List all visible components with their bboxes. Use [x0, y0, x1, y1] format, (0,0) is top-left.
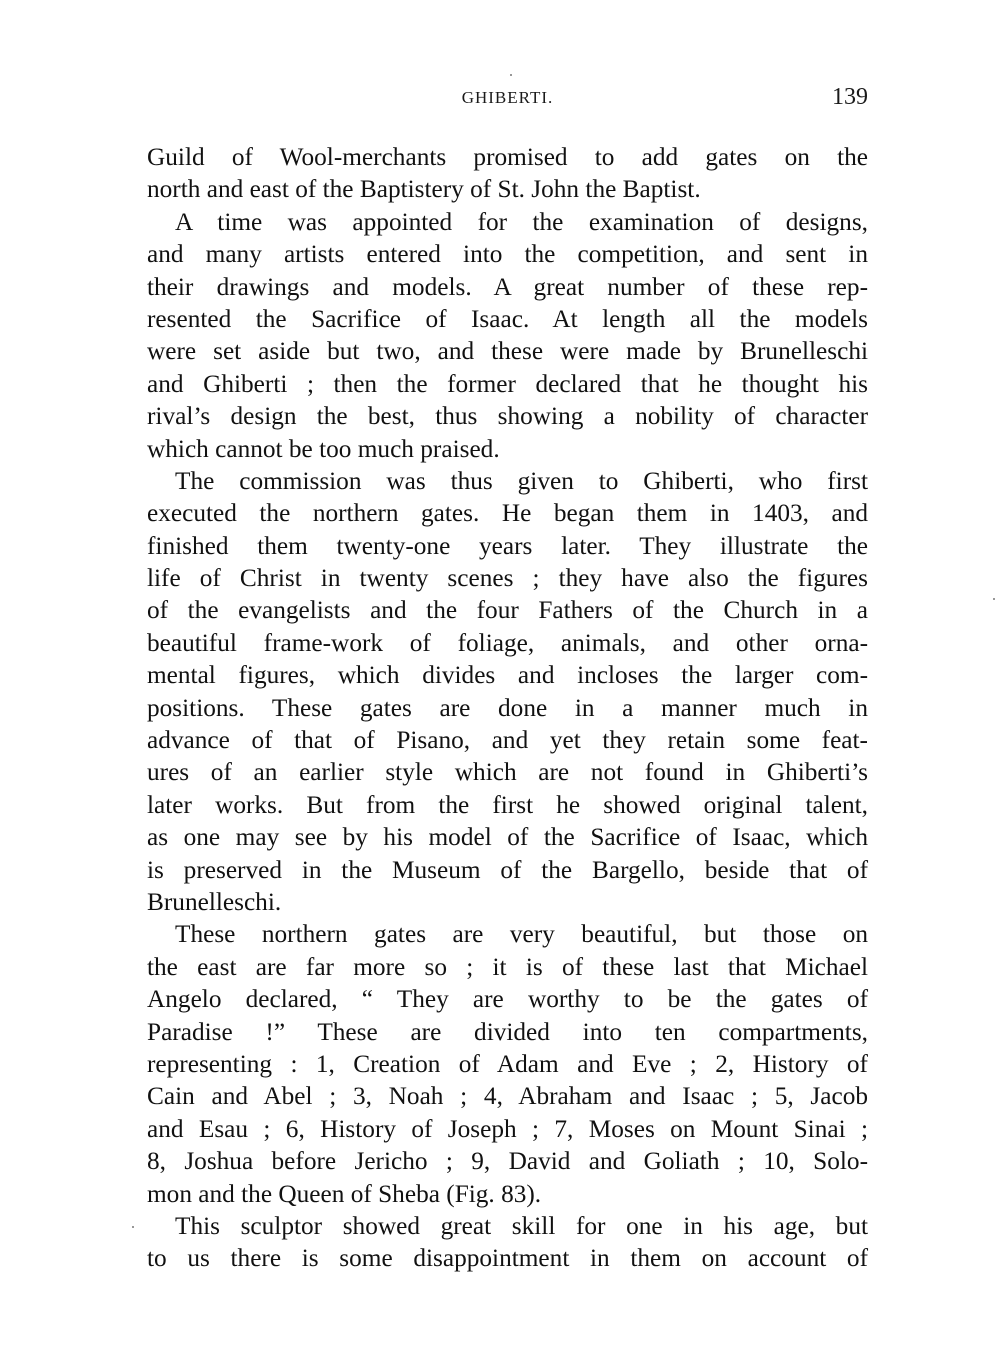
- text-line: This sculptor showed great skill for one in his age, but: [175, 1211, 868, 1240]
- text-line: Cain and Abel ; 3, Noah ; 4, Abraham and Isaac ; 5, Jacob: [147, 1082, 868, 1111]
- paragraph-4: [147, 918, 868, 1210]
- text-line: and Esau ; 6, History of Joseph ; 7, Moses on Mount Sinai ;: [147, 1114, 868, 1143]
- page-header: [147, 84, 868, 114]
- paragraph-3: [147, 465, 868, 918]
- text-line: These northern gates are very beautiful, but those on: [175, 920, 868, 949]
- text-line: mon and the Queen of Sheba (Fig. 83).: [147, 1179, 542, 1208]
- paragraph-2: [147, 206, 868, 465]
- text-line: A time was appointed for the examination of designs,: [175, 207, 868, 236]
- scan-speck: [510, 74, 512, 76]
- text-line: Guild of Wool-merchants promised to add gates on the: [147, 143, 868, 171]
- text-line: to us there is some disappointment in them on account of: [147, 1244, 868, 1273]
- text-line: and Ghiberti ; then the former declared that he thought his: [147, 369, 868, 398]
- text-line: resented the Sacrifice of Isaac. At length all the models: [147, 304, 868, 333]
- text-line: beautiful frame-work of foliage, animals, and other orna-: [147, 628, 868, 657]
- text-line: representing : 1, Creation of Adam and Eve ; 2, History of: [147, 1049, 868, 1078]
- text-line: ures of an earlier style which are not found in Ghiberti’s: [147, 758, 868, 787]
- text-line: The commission was thus given to Ghiberti, who first: [175, 466, 868, 495]
- scan-speck: [993, 598, 995, 600]
- text-line: life of Christ in twenty scenes ; they have also the figures: [147, 564, 868, 593]
- text-line: advance of that of Pisano, and yet they retain some feat-: [147, 726, 868, 755]
- text-line: mental figures, which divides and incloses the larger com-: [147, 661, 868, 690]
- text-line: executed the northern gates. He began them in 1403, and: [147, 499, 868, 528]
- text-line: their drawings and models. A great number of these rep-: [147, 272, 868, 301]
- text-line: and many artists entered into the competition, and sent in: [147, 240, 868, 269]
- text-line: the east are far more so ; it is of these last that Michael: [147, 952, 868, 981]
- paragraph-5: [147, 1210, 868, 1275]
- running-head: GHIBERTI.: [461, 88, 554, 107]
- text-line: as one may see by his model of the Sacrifice of Isaac, which: [147, 823, 868, 852]
- text-line: later works. But from the first he showed original talent,: [147, 790, 868, 819]
- text-line: rival’s design the best, thus showing a nobility of character: [147, 402, 868, 431]
- text-line: of the evangelists and the four Fathers of the Church in a: [147, 596, 868, 625]
- paragraph-1: [147, 141, 868, 206]
- text-line: finished them twenty-one years later. They illustrate the: [147, 531, 868, 560]
- text-line: north and east of the Baptistery of St. John the Baptist.: [147, 175, 701, 204]
- text-line: 8, Joshua before Jericho ; 9, David and Goliath ; 10, Solo-: [147, 1147, 868, 1176]
- text-line: were set aside but two, and these were made by Brunelleschi: [147, 337, 868, 366]
- text-line: is preserved in the Museum of the Bargello, beside that of: [147, 855, 868, 884]
- text-line: positions. These gates are done in a manner much in: [147, 693, 868, 722]
- page-number: 139: [832, 84, 868, 110]
- text-line: Paradise !” These are divided into ten compartments,: [147, 1017, 868, 1046]
- text-line: Angelo declared, “ They are worthy to be the gates of: [147, 985, 868, 1014]
- text-line: which cannot be too much praised.: [147, 434, 500, 463]
- body-text: [147, 141, 868, 1275]
- scan-speck: [132, 1226, 134, 1228]
- text-line: Brunelleschi.: [147, 887, 282, 916]
